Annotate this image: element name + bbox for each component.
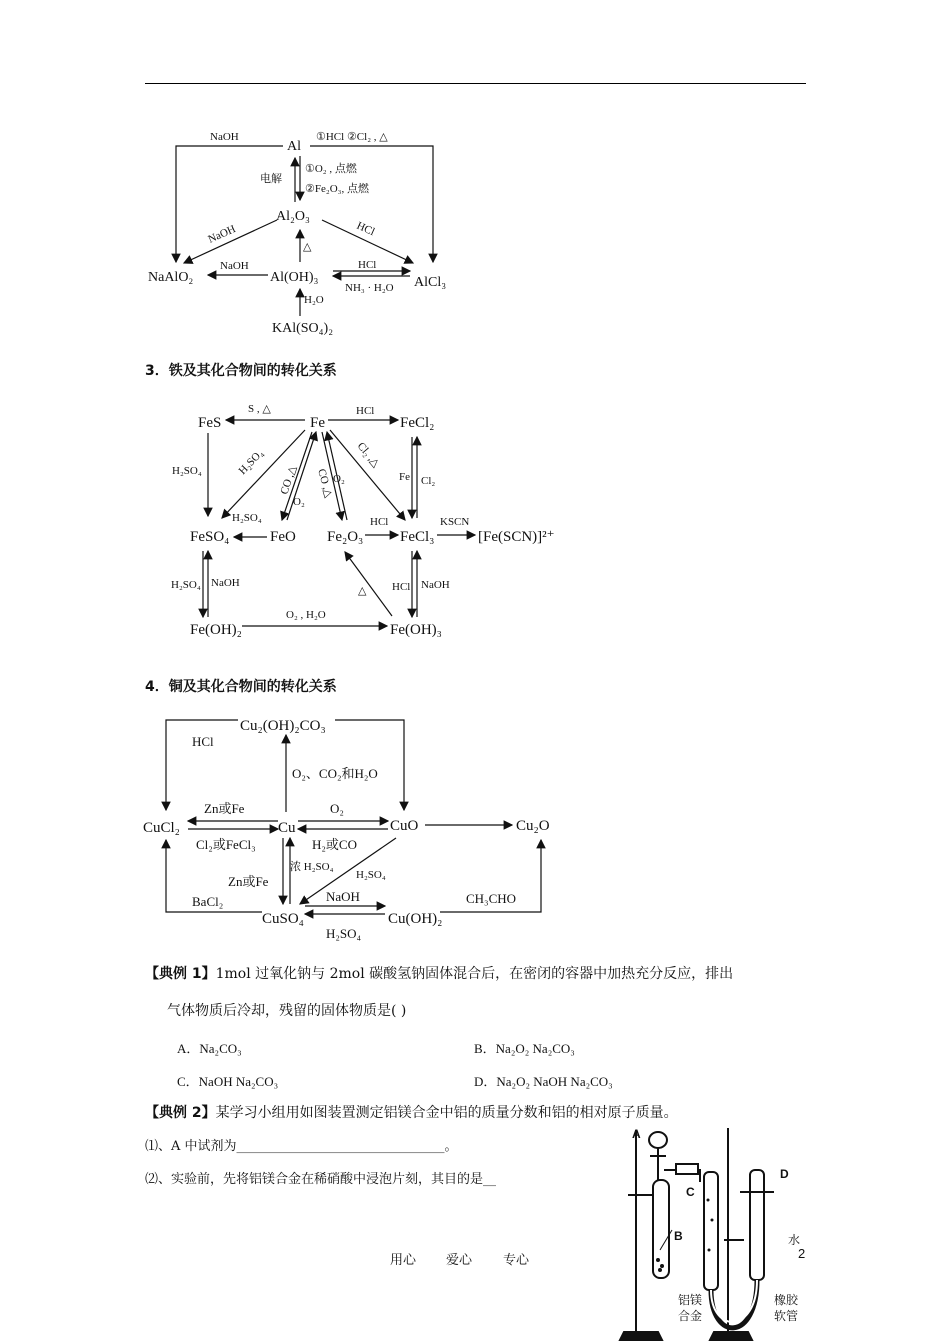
cu-node: Cu [278,820,296,836]
example1-tag: 【典例 1】 [145,966,216,982]
naalo2-node: NaAlO₂ [148,270,194,285]
example2-tag: 【典例 2】 [145,1105,216,1121]
al-hcl-mid-label: HCl [358,259,377,271]
fe-h2so4-diag-label: H₂SO₄ [236,447,266,478]
al-electrolysis-label: 电解 [260,173,282,185]
cu-h2-co-label: H₂或CO [312,837,357,852]
example1-option-b: B．Na₂O₂ Na₂CO₃ [474,1041,575,1056]
cuo-node: CuO [390,818,419,834]
fe-delta-label: △ [358,585,367,597]
apparatus-hose-label-2: 软管 [774,1309,799,1323]
cuso4-node: CuSO₄ [262,911,304,927]
fes-node: FeS [198,415,222,431]
example2-question1: ⑴、A 中试剂为________________________________。 [145,1139,458,1154]
fescn-node: [Fe(SCN)]²⁺ [478,529,555,545]
footer-mid: 爱心 [446,1253,473,1268]
fe-node: Fe [310,415,325,431]
cu-o2-label: O₂ [330,801,344,816]
fe-h2so4-left-label: H₂SO₄ [172,465,202,477]
fe-fe-v-label: Fe [399,471,410,483]
fe-hcl-right-label: HCl [392,581,411,593]
al-hcl-cl2-label: ①HCl ②Cl₂ , △ [316,131,388,143]
apparatus-alloy-label-1: 铝镁 [678,1293,703,1307]
fe-hcl-mid-label: HCl [370,516,389,528]
fecl2-node: FeCl₂ [400,415,435,431]
apparatus-label-a: A [632,1127,641,1141]
example1-option-d: D．Na₂O₂ NaOH Na₂CO₃ [474,1074,613,1089]
cu-zn-fe-low-label: Zn或Fe [228,874,269,889]
apparatus-alloy-label-2: 合金 [678,1309,703,1323]
cu-hcl-label: HCl [192,734,214,749]
example1-option-a: A．Na₂CO₃ [177,1041,242,1056]
cu2oh2co3-node: Cu₂(OH)₂CO₃ [240,718,326,734]
cu2o-node: Cu₂O [516,818,550,834]
al-naoh-label: NaOH [210,131,239,143]
cu-o2-co2-h2o-label: O₂、CO₂和H₂O [292,766,378,781]
al-node: Al [287,139,301,154]
cu-h2so4-label: H₂SO₄ [326,926,362,941]
apparatus-water-label: 水 [788,1233,801,1247]
fe-kscn-label: KSCN [440,516,470,528]
al-hcl-diag-label: HCl [354,219,377,239]
feoh2-node: Fe(OH)₂ [190,622,242,638]
fe-o2-1-label: O₂ [293,496,305,508]
fe-o2-h2o-label: O₂ , H₂O [286,609,326,621]
cu-conc-h2so4-label: 浓 H₂SO₄ [290,861,334,873]
feo-node: FeO [270,529,296,545]
fe-naoh-right-label: NaOH [421,579,450,591]
section3-title: 3．铁及其化合物间的转化关系 [145,363,337,379]
aloh3-node: Al(OH)₃ [270,270,319,285]
al-delta-label: △ [303,241,312,253]
fe-hcl-top-label: HCl [356,405,375,417]
feoh3-node: Fe(OH)₃ [390,622,442,638]
cucl2-node: CuCl₂ [143,820,180,836]
example1-option-c: C．NaOH Na₂CO₃ [177,1074,279,1089]
alcl3-node: AlCl₃ [414,275,447,290]
fe-co-delta-1-label: CO ,△ [278,464,299,496]
cu-ch3cho-label: CH₃CHO [466,891,517,906]
apparatus-label-d: D [780,1167,789,1181]
example1-line1 [145,964,733,984]
al-naoh-mid-label: NaOH [220,260,249,272]
cu-h2so4-diag-label: H₂SO₄ [356,869,386,881]
example2-text: 某学习小组用如图装置测定铝镁合金中铝的质量分数和铝的相对原子质量。 [215,1105,678,1121]
cuoh2-node: Cu(OH)₂ [388,911,443,927]
example2-question2: ⑵、实验前，先将铝镁合金在稀硝酸中浸泡片刻，其目的是__ [145,1172,497,1187]
apparatus-label-c: C [686,1185,695,1199]
cu-cl2-fecl3-label: Cl₂或FeCl₃ [196,837,256,852]
feso4-node: FeSO₄ [190,529,230,545]
al-fe2o3-burn-label: ②Fe₂O₃, 点燃 [305,183,369,195]
example1-text: 1mol 过氧化钠与 2mol 碳酸氢钠固体混合后，在密闭的容器中加热充分反应，排出 [215,966,734,982]
al-nh3-label: NH₃ · H₂O [345,282,394,294]
fe-s-delta-label: S , △ [248,403,271,415]
fe-cl2-v-label: Cl₂ [421,475,436,487]
fe-cl2-delta-label: Cl₂ ,△ [354,440,383,470]
cu-zn-fe-top-label: Zn或Fe [204,801,245,816]
footer-left: 用心 [390,1253,417,1268]
apparatus-label-b: B [674,1229,683,1243]
page-number: 2 [798,1246,806,1261]
al2o3-node: Al₂O₃ [276,209,310,224]
apparatus-figure [610,1120,815,1344]
al-o2-burn-label: ①O₂ , 点燃 [305,163,357,175]
example2-line1 [145,1103,678,1123]
al-naoh-diag-label: NaOH [206,223,238,246]
kalso4-node: KAl(SO₄)₂ [272,321,334,336]
apparatus-hose-label-1: 橡胶 [774,1293,799,1307]
fe2o3-node: Fe₂O₃ [327,529,364,545]
fe-h2so4-feo-label: H₂SO₄ [232,512,262,524]
cu-naoh-label: NaOH [326,889,360,904]
fe-h2so4-low-label: H₂SO₄ [171,579,201,591]
cu-bacl2-label: BaCl₂ [192,894,224,909]
al-h2o-label: H₂O [304,294,324,306]
fe-naoh-low-label: NaOH [211,577,240,589]
example1-line2: 气体物质后冷却，残留的固体物质是( ) [167,1003,407,1019]
fe-o2-2-label: O₂ [333,473,345,485]
section4-title: 4．铜及其化合物间的转化关系 [145,679,337,695]
footer-right: 专心 [503,1253,530,1268]
fecl3-node: FeCl₃ [400,529,435,545]
fe-co-delta-2-label: CO ,△ [315,467,335,499]
